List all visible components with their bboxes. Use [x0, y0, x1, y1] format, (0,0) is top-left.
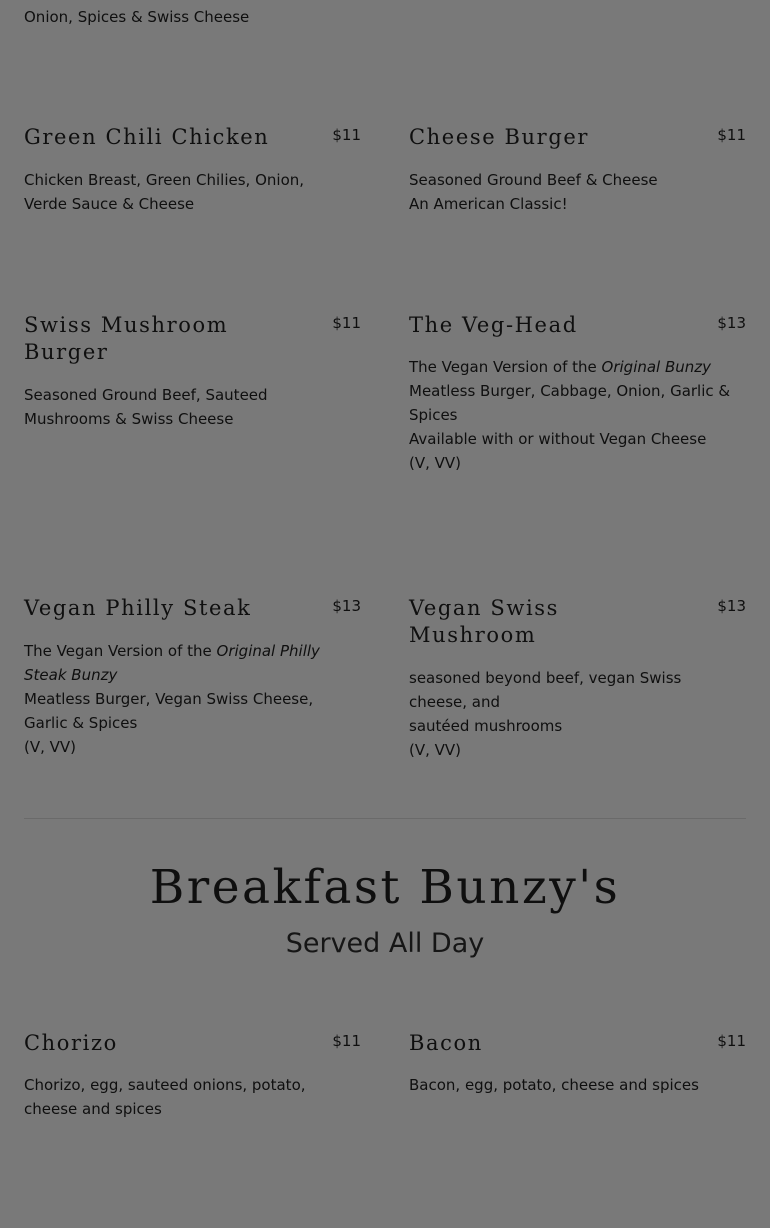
item-description — [24, 1073, 361, 1121]
description-line: seasoned beyond beef, vegan Swiss — [409, 669, 682, 687]
item-name: Vegan Swiss Mushroom — [409, 596, 560, 647]
item-name: Swiss Mushroom Burger — [24, 313, 229, 364]
description-prefix: The Vegan Version of the — [24, 642, 217, 660]
item-price: $11 — [717, 126, 746, 144]
section-title: Breakfast Bunzy's — [149, 860, 621, 915]
menu-item-bacon — [409, 1030, 746, 1120]
description-line: Meatless Burger, Vegan Swiss Cheese, — [24, 690, 314, 708]
menu-item-the-veg-head — [409, 312, 746, 472]
section-subtitle: Served All Day — [285, 928, 485, 959]
description-italic: Original Philly Steak Bunzy — [24, 642, 320, 684]
item-price: $13 — [717, 314, 746, 332]
menu-item-chorizo — [24, 1030, 361, 1120]
description-line — [409, 355, 746, 379]
description-line: (V, VV) — [24, 738, 77, 756]
item-description — [24, 639, 361, 759]
item-name: Chorizo — [24, 1031, 118, 1055]
item-price: $11 — [332, 126, 361, 144]
description-line — [24, 639, 361, 687]
description-line: Bacon, egg, potato, cheese and spices — [409, 1076, 699, 1094]
menu-item-vegan-swiss-mushroom — [409, 595, 746, 765]
item-name: Bacon — [409, 1031, 483, 1055]
description-line: cheese and spices — [24, 1100, 162, 1118]
description-line: sautéed mushrooms — [409, 717, 563, 735]
menu-item-vegan-philly-steak — [24, 595, 361, 755]
description-line: cheese, and — [409, 693, 501, 711]
item-description — [409, 355, 746, 475]
section-divider — [24, 818, 746, 819]
item-description — [409, 1073, 746, 1097]
item-name: Cheese Burger — [409, 125, 590, 149]
description-line: An American Classic! — [409, 195, 568, 213]
item-price: $11 — [332, 1032, 361, 1050]
item-description — [409, 168, 746, 216]
description-line: (V, VV) — [409, 741, 462, 759]
description-line: Garlic & Spices — [24, 714, 138, 732]
menu-item-cheese-burger — [409, 124, 746, 224]
description-line: Available with or without Vegan Cheese — [409, 430, 707, 448]
previous-item-description: Onion, Spices & Swiss Cheese — [24, 8, 250, 26]
description-line: Meatless Burger, Cabbage, Onion, Garlic & — [409, 382, 731, 400]
description-italic: Original Bunzy — [601, 358, 712, 376]
description-line: Mushrooms & Swiss Cheese — [24, 410, 234, 428]
description-line: Spices — [409, 406, 458, 424]
item-name: Vegan Philly Steak — [24, 596, 252, 620]
description-line: Chicken Breast, Green Chilies, Onion, — [24, 171, 305, 189]
description-line: Chorizo, egg, sauteed onions, potato, — [24, 1076, 306, 1094]
menu-item-swiss-mushroom-burger — [24, 312, 361, 432]
description-prefix: The Vegan Version of the — [409, 358, 602, 376]
description-line: Verde Sauce & Cheese — [24, 195, 195, 213]
item-price: $13 — [332, 597, 361, 615]
item-description — [24, 383, 361, 431]
description-line: Seasoned Ground Beef, Sauteed — [24, 386, 268, 404]
item-description — [24, 168, 361, 216]
item-price: $11 — [332, 314, 361, 332]
item-price: $13 — [717, 597, 746, 615]
item-name: The Veg-Head — [409, 313, 578, 337]
item-price: $11 — [717, 1032, 746, 1050]
item-name: Green Chili Chicken — [24, 125, 270, 149]
item-description — [409, 666, 746, 762]
description-line: (V, VV) — [409, 454, 462, 472]
menu-item-green-chili-chicken — [24, 124, 361, 224]
description-line: Seasoned Ground Beef & Cheese — [409, 171, 658, 189]
